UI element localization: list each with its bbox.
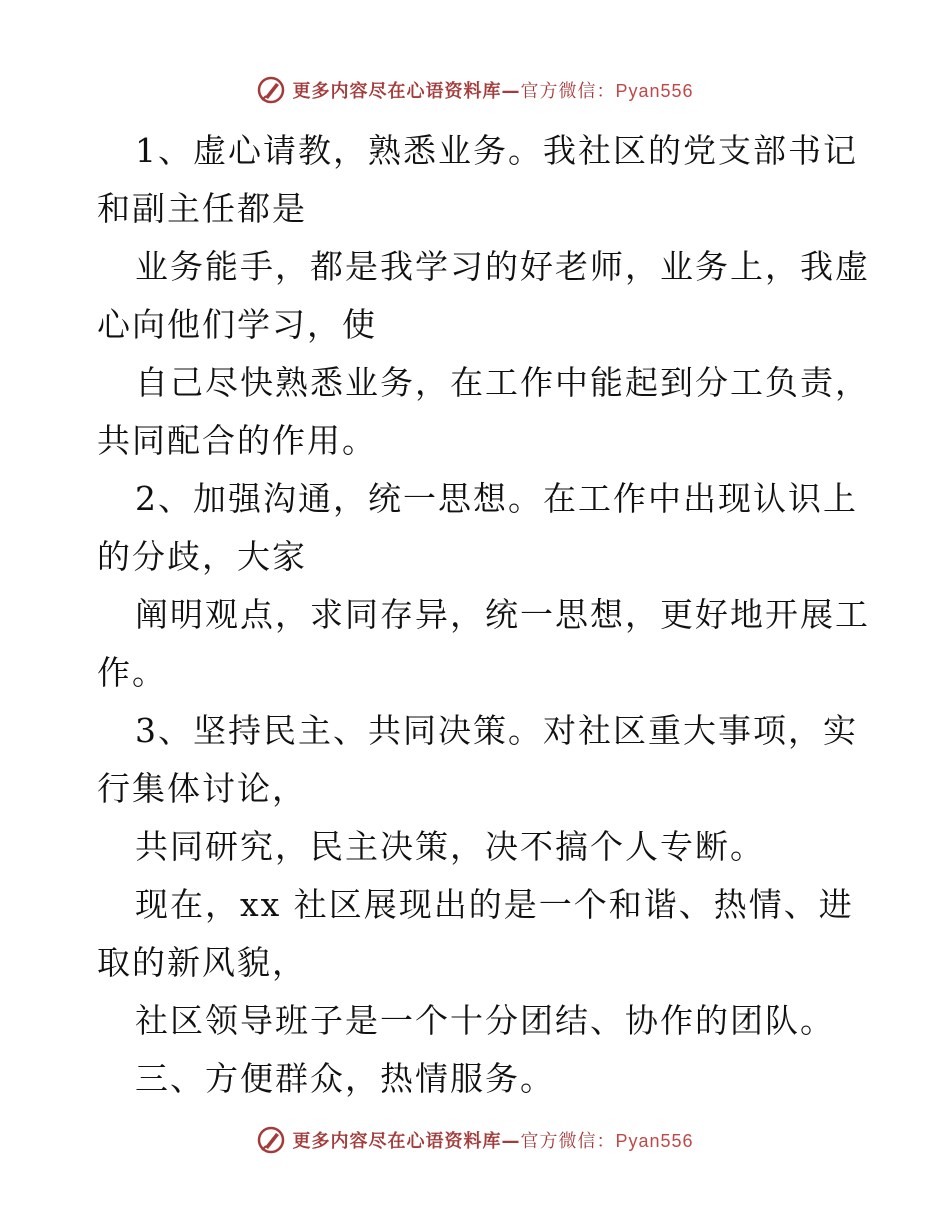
text-line: 阐明观点，求同存异，统一思想，更好地开展工 <box>135 595 870 634</box>
quill-pen-logo-icon <box>256 1125 286 1155</box>
quill-pen-logo-icon <box>256 75 286 105</box>
text-line: 共同研究，民主决策，决不搞个人专断。 <box>135 827 765 866</box>
text-line: 社区领导班子是一个十分团结、协作的团队。 <box>135 1001 835 1040</box>
text-line: 的分歧，大家 <box>97 537 307 576</box>
text-line: 1、虚心请教，熟悉业务。我社区的党支部书记 <box>135 131 858 170</box>
banner-wechat-id: Pyan556 <box>615 81 694 101</box>
text-line: 现在，xx 社区展现出的是一个和谐、热情、进 <box>135 885 854 924</box>
text-line: 行集体讨论， <box>97 769 307 808</box>
banner-separator: — <box>501 1131 521 1152</box>
banner-wechat-id: Pyan556 <box>615 1131 694 1151</box>
footer-banner <box>0 1120 950 1160</box>
text-line: 三、方便群众，热情服务。 <box>135 1059 555 1098</box>
text-line: 心向他们学习，使 <box>97 305 377 344</box>
text-line: 自己尽快熟悉业务，在工作中能起到分工负责， <box>135 363 870 402</box>
header-banner <box>0 70 950 110</box>
banner-wechat-label: 官方微信： <box>520 81 616 102</box>
banner-main-text: 更多内容尽在心语资料库 <box>292 81 502 102</box>
text-line: 作。 <box>97 653 167 692</box>
text-line: 取的新风貌， <box>97 943 307 982</box>
text-line: 2、加强沟通，统一思想。在工作中出现认识上 <box>135 479 858 518</box>
banner-main-text: 更多内容尽在心语资料库 <box>292 1131 502 1152</box>
text-line: 和副主任都是 <box>97 189 307 228</box>
text-line: 业务能手，都是我学习的好老师，业务上，我虚 <box>135 247 870 286</box>
text-line: 3、坚持民主、共同决策。对社区重大事项，实 <box>135 711 858 750</box>
text-line: 共同配合的作用。 <box>97 421 377 460</box>
banner-separator: — <box>501 81 521 102</box>
document-body <box>97 122 870 1108</box>
banner-wechat-label: 官方微信： <box>520 1131 616 1152</box>
